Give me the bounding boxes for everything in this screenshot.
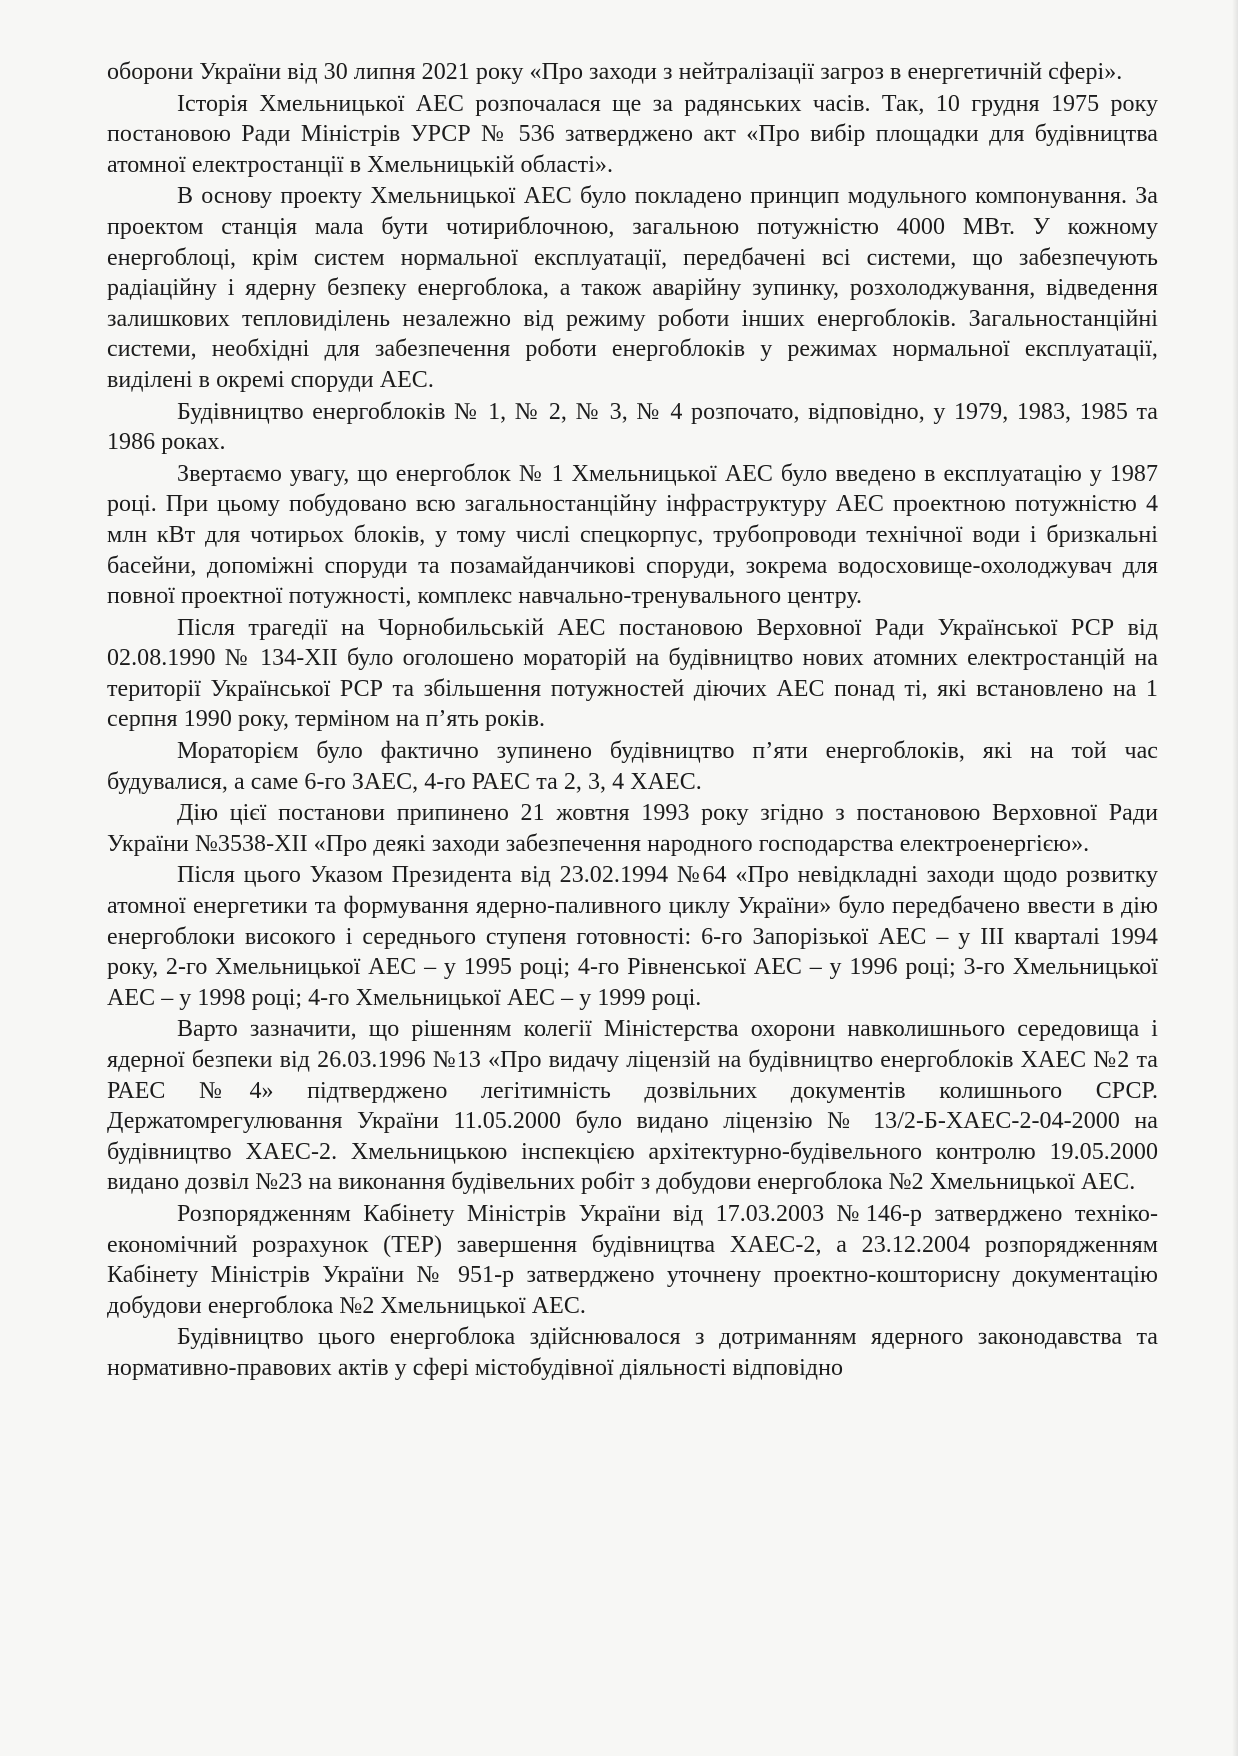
paragraph-4: Будівництво енергоблоків № 1, № 2, № 3, № 4 розпочато, відповідно, у 1979, 1983, 1985 та 1986 роках. xyxy=(107,398,1158,456)
paragraph-5: Звертаємо увагу, що енергоблок № 1 Хмельницької АЕС було введено в експлуатацію у 1987 році. При цьому побудовано всю загальностанційну інфраструктуру АЕС проектною потужністю 4 млн кВт для чотирьох блоків, у тому числі спецкорпус, трубопроводи технічної води і бризкальні басейни, допоміжні споруди та позамайданчикові споруди, зокрема водосховище-охолоджувач для повної проектної потужності, комплекс навчально-тренувального центру. xyxy=(107,460,1158,610)
paragraph-1: оборони України від 30 липня 2021 року «Про заходи з нейтралізації загроз в енергетичній сфері». xyxy=(107,59,1123,85)
paragraph-7: Мораторієм було фактично зупинено будівництво п’яти енергоблоків, які на той час будувалися, а саме 6-го ЗАЕС, 4-го РАЕС та 2, 3, 4 ХАЕС. xyxy=(107,738,1158,795)
paragraph-10: Варто зазначити, що рішенням колегії Міністерства охорони навколишнього середовища і ядерної безпеки від 26.03.1996 №13 «Про видачу ліцензій на будівництво енергоблоків ХАЕС №2 та РАЕС №4» підтверджено легітимність дозвільних документів колишнього СРСР. Держатомрегулювання України 11.05.2000 було видано ліцензію № 13/2-Б-ХАЕС-2-04-2000 на будівництво ХАЕС-2. Хмельницькою інспекцією архітектурно-будівельного контролю 19.05.2000 видано дозвіл №23 на виконання будівельних робіт з добудови енергоблока №2 Хмельницької АЕС. xyxy=(107,1016,1158,1196)
paragraph-12: Будівництво цього енергоблока здійснювалося з дотриманням ядерного законодавства та нормативно-правових актів у сфері містобудівної діяльності відповідно xyxy=(107,1324,1158,1381)
paragraph-8: Дію цієї постанови припинено 21 жовтня 1993 року згідно з постановою Верховної Ради України №3538-XII «Про деякі заходи забезпечення народного господарства електроенергією». xyxy=(107,800,1158,857)
paragraph-9: Після цього Указом Президента від 23.02.1994 №64 «Про невідкладні заходи щодо розвитку атомної енергетики та формування ядерно-паливного циклу України» було передбачено ввести в дію енергоблоки високого і середнього ступеня готовності: 6-го Запорізької АЕС – у III кварталі 1994 року, 2-го Хмельницької АЕС – у 1995 році; 4-го Рівненської АЕС – у 1996 році; 3-го Хмельницької АЕС – у 1998 році; 4-го Хмельницької АЕС – у 1999 році. xyxy=(107,862,1158,1011)
page-edge-shadow xyxy=(1232,0,1238,1756)
paragraph-3: В основу проекту Хмельницької АЕС було покладено принцип модульного компонування. За проектом станція мала бути чотириблочною, загальною потужністю 4000 МВт. У кожному енергоблоці, крім систем нормальної експлуатації, передбачені всі системи, що забезпечують радіаційну і ядерну безпеку енергоблока, а також аварійну зупинку, розхолоджування, відведення залишкових тепловиділень незалежно від режиму роботи інших енергоблоків. Загальностанційні системи, необхідні для забезпечення роботи енергоблоків у режимах нормальної експлуатації, виділені в окремі споруди АЕС. xyxy=(107,183,1158,393)
document-body xyxy=(107,57,1158,1385)
paragraph-2: Історія Хмельницької АЕС розпочалася ще за радянських часів. Так, 10 грудня 1975 року постановою Ради Міністрів УРСР № 536 затверджено акт «Про вибір площадки для будівництва атомної електростанції в Хмельницькій області». xyxy=(107,90,1158,178)
paragraph-11: Розпорядженням Кабінету Міністрів України від 17.03.2003 №146-р затверджено техніко-економічний розрахунок (ТЕР) завершення будівництва ХАЕС-2, а 23.12.2004 розпорядженням Кабінету Міністрів України № 951-р затверджено уточнену проектно-кошторисну документацію добудови енергоблока №2 Хмельницької АЕС. xyxy=(107,1200,1158,1319)
paragraph-6: Після трагедії на Чорнобильській АЕС постановою Верховної Ради Української РСР від 02.08.1990 № 134-XII було оголошено мораторій на будівництво нових атомних електростанцій на території Української РСР та збільшення потужностей діючих АЕС понад ті, які встановлено на 1 серпня 1990 року, терміном на п’ять років. xyxy=(107,614,1158,733)
